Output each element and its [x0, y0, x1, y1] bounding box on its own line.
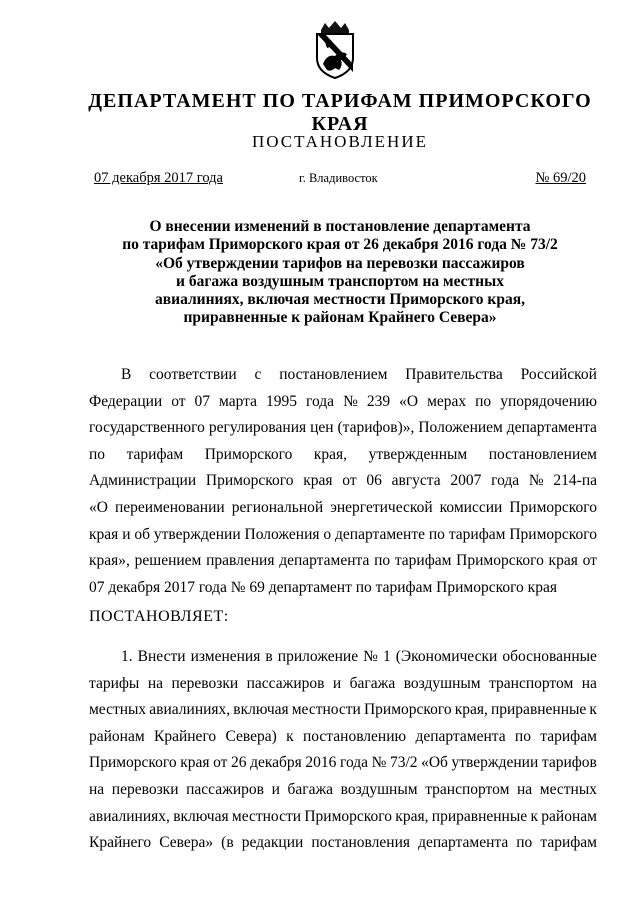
word: августа — [391, 472, 441, 490]
word: к — [286, 727, 294, 745]
word: от — [582, 552, 597, 570]
item-line — [89, 830, 597, 857]
word: приложение — [277, 648, 359, 665]
word: Приморского — [509, 525, 597, 543]
word: Крайнего — [154, 727, 217, 745]
word: перевозки — [111, 780, 179, 798]
word: Администрации — [89, 472, 197, 490]
item-line — [89, 804, 597, 831]
word: по — [89, 445, 106, 463]
word: тарифам — [126, 445, 184, 463]
subject-line: приравненные к районам Крайнего Севера» — [183, 309, 497, 327]
subject-line: «Об утверждении тарифов на перевозки пассажиров — [155, 254, 525, 272]
item-1-paragraph — [89, 644, 597, 857]
coat-of-arms-emblem — [307, 20, 363, 80]
word: районам — [89, 727, 145, 745]
word: Приморского — [89, 754, 177, 772]
word: тарифам — [540, 727, 597, 745]
word: багажа — [287, 780, 334, 798]
word: (Экономически — [395, 648, 498, 665]
word: приравненные — [431, 807, 528, 825]
word: марта — [219, 392, 258, 410]
word: Приморского — [456, 552, 544, 570]
word: региональной — [231, 498, 324, 516]
word: Приморского — [363, 701, 452, 719]
word: районам — [541, 807, 597, 825]
word: правления — [206, 552, 275, 570]
word: года — [306, 392, 335, 410]
preamble-line — [89, 468, 597, 495]
word: к — [530, 807, 538, 825]
word: транспортом — [489, 674, 574, 692]
word: Положения — [244, 525, 320, 543]
word: края — [548, 552, 578, 570]
preamble-line — [89, 522, 597, 549]
word: постановлением — [279, 366, 388, 383]
word: края, — [454, 701, 488, 719]
word: Приморского — [204, 445, 293, 463]
word: местных — [539, 780, 597, 798]
word: от — [213, 754, 228, 772]
preamble-line — [89, 415, 597, 442]
item-line — [89, 644, 597, 671]
word: Приморского — [205, 472, 294, 490]
subject-line: по тарифам Приморского края от 26 декабря 2016 года № 73/2 — [122, 236, 558, 254]
decree-word: ПОСТАНОВЛЯЕТ: — [89, 608, 229, 625]
word: обоснованные — [502, 648, 597, 665]
word: перевозки — [171, 674, 239, 692]
document-subject — [80, 218, 600, 328]
word: государственного — [89, 419, 205, 437]
subject-line: и багажа воздушным транспортом на местных — [176, 272, 504, 290]
word: приравненные — [490, 701, 587, 719]
organization-title: ДЕПАРТАМЕНТ ПО ТАРИФАМ ПРИМОРСКОГО КРАЯ — [88, 90, 592, 135]
word: на — [89, 780, 105, 798]
document-meta — [94, 170, 586, 190]
subject-line: О внесении изменений в постановление департамента — [149, 218, 531, 235]
word: 239 — [366, 392, 391, 410]
word: Правительства — [405, 366, 503, 383]
word: местных — [89, 701, 147, 719]
word: 06 — [366, 472, 382, 490]
word: тарифам — [540, 834, 597, 852]
word: утвержденным — [368, 445, 468, 463]
word: Приморского — [304, 807, 392, 825]
preamble-line: 07 декабря 2017 года № 69 департамент по тарифам Приморского края — [89, 578, 557, 596]
word: пассажиров — [186, 780, 264, 798]
word: края — [303, 472, 333, 490]
word: включая — [233, 701, 289, 719]
word: «Об — [421, 754, 448, 772]
word: департамента — [415, 727, 506, 745]
document-city: г. Владивосток — [299, 171, 378, 185]
word: в — [265, 648, 273, 665]
word: департамента — [279, 552, 370, 570]
word: по — [475, 392, 492, 410]
word: по — [428, 525, 445, 543]
word: по — [514, 727, 531, 745]
item-line — [89, 697, 597, 724]
preamble-line — [89, 442, 597, 469]
word: 2016 — [305, 754, 337, 772]
word: № — [528, 472, 544, 490]
word: края», — [89, 552, 130, 570]
word: года — [491, 472, 520, 490]
word: 214-па — [553, 472, 597, 490]
item-line — [89, 750, 597, 777]
word: пассажиров — [246, 674, 325, 692]
word: утверждении — [153, 525, 241, 543]
document-date: 07 декабря 2017 года — [94, 170, 223, 186]
word: и — [271, 780, 280, 798]
word: на — [517, 780, 533, 798]
word: включая — [173, 807, 229, 825]
word: 1995 — [266, 392, 298, 410]
word: департамента — [418, 834, 509, 852]
word: местности — [291, 701, 361, 719]
word: «О — [89, 498, 108, 516]
word: авиалиниях, — [89, 807, 170, 825]
word: от — [342, 472, 357, 490]
word: переименовании — [114, 498, 225, 516]
word: Федерации — [89, 392, 163, 410]
document-type: ПОСТАНОВЛЕНИЕ — [251, 132, 428, 151]
word: края — [180, 754, 210, 772]
word: (в — [221, 834, 234, 852]
word: цен — [310, 419, 334, 437]
word: тарифы — [89, 674, 140, 692]
word: соответствии — [149, 366, 237, 383]
word: редакции — [241, 834, 304, 852]
word: Российской — [520, 366, 597, 383]
item-line — [89, 777, 597, 804]
item-line — [89, 671, 597, 698]
word: по — [374, 552, 391, 570]
word: транспортом — [425, 780, 510, 798]
word: края, — [313, 445, 348, 463]
word: «О — [399, 392, 419, 410]
word: 1 — [382, 648, 391, 665]
word: по — [516, 834, 533, 852]
word: 73/2 — [389, 754, 418, 772]
word: года — [339, 754, 369, 772]
word: энергетической — [330, 498, 433, 516]
preamble-line — [89, 548, 597, 575]
word: авиалиниях, — [149, 701, 231, 719]
word: тарифам — [394, 552, 452, 570]
word: багажа — [349, 674, 396, 692]
word: мерах — [427, 392, 467, 410]
word: упорядочению — [500, 392, 597, 410]
word: № — [343, 392, 358, 410]
word: решением — [134, 552, 202, 570]
word: регулирования — [208, 419, 307, 437]
word: 1. — [121, 648, 133, 665]
word: Приморского — [509, 498, 597, 516]
word: декабря — [250, 754, 302, 772]
word: с — [254, 366, 262, 383]
word: и — [332, 674, 342, 692]
preamble-paragraph — [89, 362, 597, 601]
word: на — [581, 674, 597, 692]
word: и — [122, 525, 131, 543]
item-line — [89, 724, 597, 751]
word: Севера) — [225, 727, 277, 745]
word: Крайнего — [89, 834, 152, 852]
word: (тарифов)», — [337, 419, 415, 437]
word: 2007 — [450, 472, 482, 490]
word: департаменте — [335, 525, 425, 543]
word: тарифам — [448, 525, 506, 543]
word: 26 — [231, 754, 247, 772]
word: края, — [395, 807, 429, 825]
word: Внести — [137, 648, 186, 665]
word: тарифов — [541, 754, 597, 772]
word: постановлению — [303, 727, 407, 745]
preamble-line — [89, 362, 597, 389]
word: о — [323, 525, 332, 543]
word: от — [171, 392, 186, 410]
word: воздушным — [403, 674, 481, 692]
word: утверждении — [451, 754, 539, 772]
word: постановлением — [488, 445, 597, 463]
word: Положением — [418, 419, 503, 437]
word: Севера» — [159, 834, 214, 852]
document-number: № 69/20 — [535, 170, 586, 186]
preamble-line — [89, 389, 597, 416]
word: № — [371, 754, 387, 772]
word: к — [589, 701, 597, 719]
word: В — [121, 366, 132, 383]
word: на — [147, 674, 163, 692]
subject-line: авиалиниях, включая местности Приморского края, — [155, 291, 525, 309]
word: воздушным — [340, 780, 418, 798]
word: края — [89, 525, 119, 543]
word: 07 — [194, 392, 211, 410]
word: изменения — [190, 648, 261, 665]
word: местности — [231, 807, 302, 825]
word: постановления — [311, 834, 411, 852]
word: № — [363, 648, 378, 665]
word: департамента — [506, 419, 597, 437]
preamble-line — [89, 495, 597, 522]
word: об — [134, 525, 151, 543]
word: комиссии — [439, 498, 503, 516]
